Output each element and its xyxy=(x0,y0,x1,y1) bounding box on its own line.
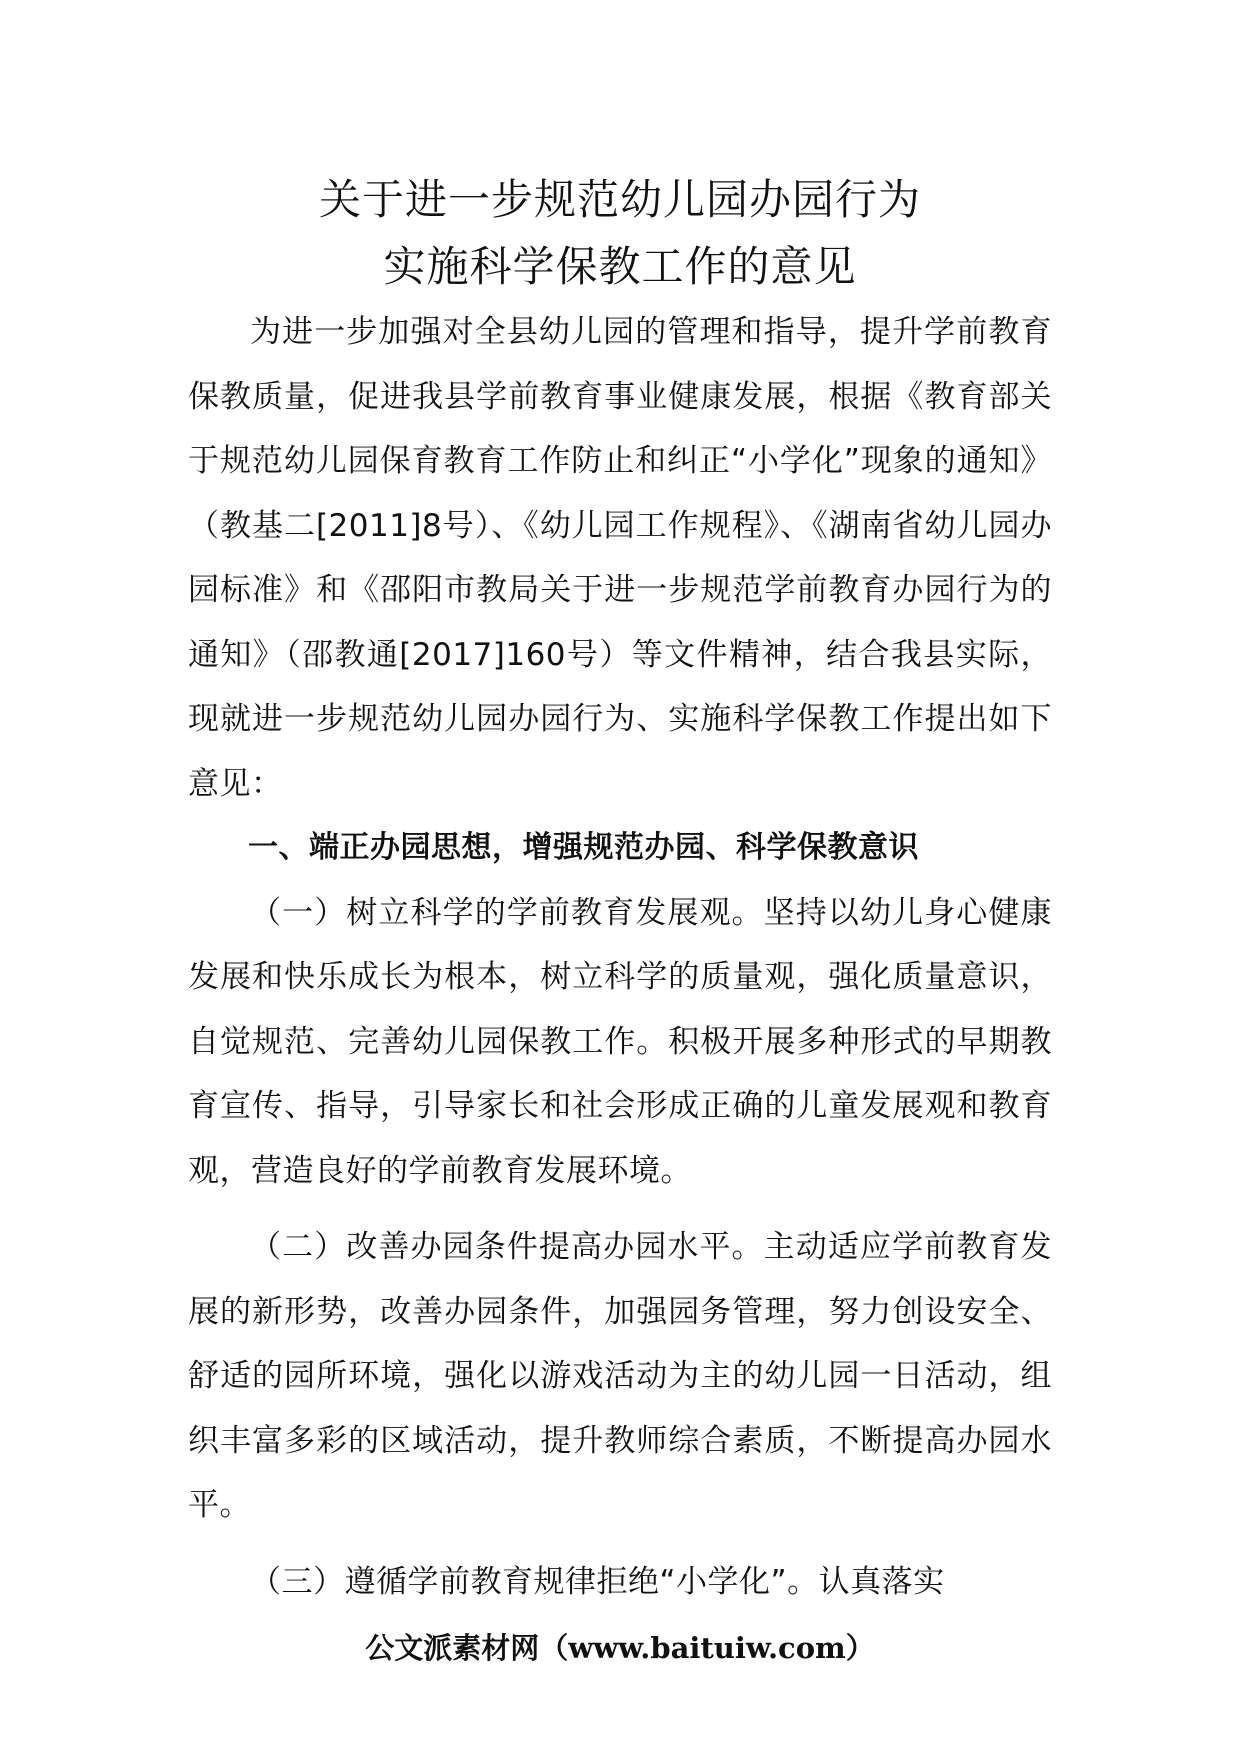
document-title-line-1: 关于进一步规范幼儿园办园行为 xyxy=(318,175,921,224)
intro-paragraph: 为进一步加强对全县幼儿园的管理和指导，提升学前教育保教质量，促进我县学前教育事业健康发展，根据《教育部关于规范幼儿园保育教育工作防止和纠正“小学化”现象的通知》（教基二[2011]8号）、《幼儿园工作规程》、《湖南省幼儿园办园标准》和《邵阳市教局关于进一步规范学前教育办园行为的通知》（邵教通[2017]160号）等文件精神，结合我县实际，现就进一步规范幼儿园办园行为、实施科学保教工作提出如下意见： xyxy=(188,314,1052,802)
footer-watermark: 公文派素材网（www.baituiw.com） xyxy=(365,1631,875,1665)
subsection-paragraph-3: （三）遵循学前教育规律拒绝“小学化”。认真落实 xyxy=(250,1563,945,1600)
subsection-paragraph-2: （二）改善办园条件提高办园水平。主动适应学前教育发展的新形势，改善办园条件，加强园务管理，努力创设安全、舒适的园所环境，强化以游戏活动为主的幼儿园一日活动，组织丰富多彩的区域活动，提升教师综合素质，不断提高办园水平。 xyxy=(188,1229,1052,1523)
document-title-line-2: 实施科学保教工作的意见 xyxy=(383,242,857,291)
document-body xyxy=(188,300,1052,1614)
subsection-paragraph-1: （一）树立科学的学前教育发展观。坚持以幼儿身心健康发展和快乐成长为根本，树立科学的质量观，强化质量意识，自觉规范、完善幼儿园保教工作。积极开展多种形式的早期教育宣传、指导，引导家长和社会形成正确的儿童发展观和教育观，营造良好的学前教育发展环境。 xyxy=(188,894,1052,1189)
section-heading-1: 一、端正办园思想，增强规范办园、科学保教意识 xyxy=(248,830,919,865)
